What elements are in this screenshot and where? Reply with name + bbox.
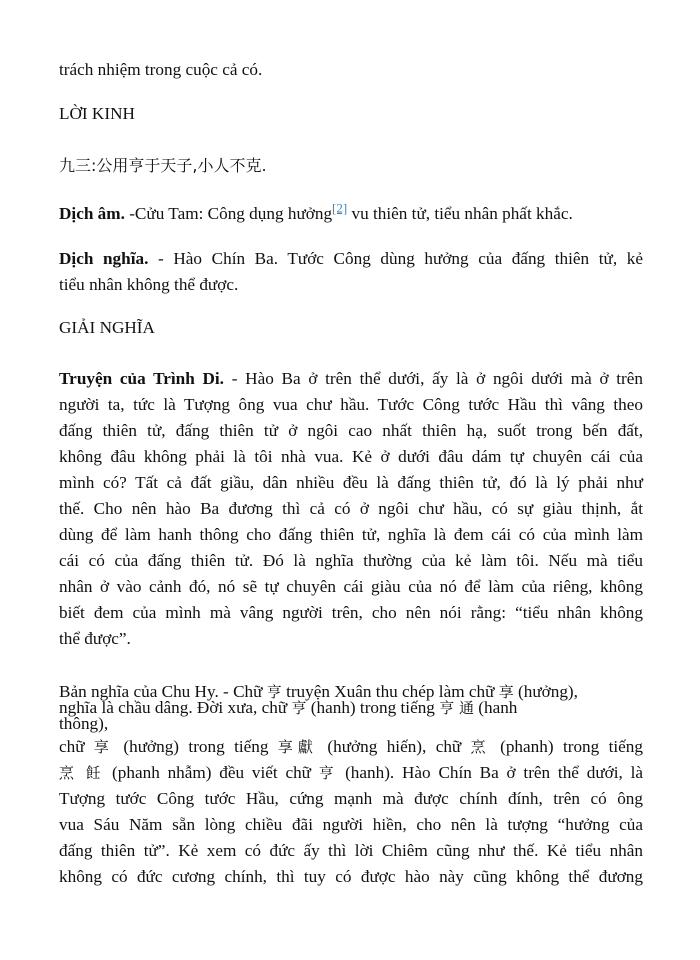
chu-hy-tight-block bbox=[59, 684, 643, 731]
chinese-char: 享 bbox=[498, 683, 514, 701]
chinese-char: 亨 bbox=[318, 764, 338, 782]
trinh-di-line-1 bbox=[59, 366, 643, 392]
dich-nghia-paragraph bbox=[59, 246, 643, 298]
chu-hy-line-5 bbox=[59, 760, 643, 786]
text-run: (phanh nhẫm) đều viết chữ bbox=[104, 763, 319, 782]
chinese-char: 享 bbox=[93, 738, 115, 756]
chinese-char: 亨 bbox=[291, 699, 307, 717]
trinh-di-line-3: đấng thiên tử, đấng thiên tử ở ngôi cao nhất thiên hạ, suốt trong bến đất, bbox=[59, 421, 643, 440]
text-run: (phanh) trong tiếng bbox=[490, 737, 643, 756]
text-run: chữ bbox=[59, 737, 94, 756]
dich-am-label: Dịch âm. bbox=[59, 204, 125, 223]
chinese-char: 享獻 bbox=[277, 738, 319, 756]
text-run: (hanh). Hào Chín Ba ở trên thể dưới, là bbox=[337, 763, 643, 782]
chu-hy-line-4 bbox=[59, 734, 643, 760]
text-run: (hưởng) trong tiếng bbox=[114, 737, 278, 756]
trinh-di-line-10: biết đem của mình mà vâng người trên, cho nên nói rằng: “tiểu nhân không bbox=[59, 603, 643, 622]
dich-am-paragraph bbox=[59, 200, 573, 224]
trinh-di-line-7: dùng để làm hanh thông cho đấng thiên tử, nghĩa là đem cái có của mình làm bbox=[59, 525, 643, 544]
text-run: Bản nghĩa của Chu Hy. - Chữ bbox=[59, 682, 267, 701]
chu-hy-line-6: Tượng tước Công tước Hầu, cứng mạnh mà được chính đính, trên có ông bbox=[59, 789, 643, 808]
text-run: (hanh bbox=[473, 698, 518, 717]
chu-hy-line-8: đấng thiên tử”. Kẻ xem có đức ấy thì lời Chiêm cũng như thế. Kẻ tiểu nhân bbox=[59, 841, 643, 860]
trinh-di-line-5: mình có? Tất cả đất giầu, dân nhiều đều là đấng thiên tử, đó là lý phải như bbox=[59, 473, 643, 492]
trinh-di-line-8: cái có của đấng thiên tử. Đó là nghĩa thường của kẻ làm tôi. Nếu mà tiểu bbox=[59, 551, 643, 570]
trinh-di-line-11: thể được”. bbox=[59, 629, 131, 648]
chu-hy-line-9: không có đức cương chính, thì tuy có được hào này cũng không thể đương bbox=[59, 867, 643, 886]
continuation-line: trách nhiệm trong cuộc cả có. bbox=[59, 60, 263, 79]
text-run: (hưởng hiến), chữ bbox=[318, 737, 471, 756]
heading-giai-nghia: GIẢI NGHĨA bbox=[59, 318, 155, 337]
dich-am-text-before: -Cửu Tam: Công dụng hưởng bbox=[124, 204, 333, 223]
chinese-char: 亨 bbox=[266, 683, 282, 701]
trinh-di-text: - Hào Ba ở trên thể dưới, ấy là ở ngôi dưới mà ở trên bbox=[223, 369, 643, 388]
text-run: truyện Xuân thu chép làm chữ bbox=[281, 682, 499, 701]
dich-nghia-line-2: tiểu nhân không thể được. bbox=[59, 275, 239, 294]
original-chinese-text bbox=[59, 156, 267, 177]
dich-nghia-label: Dịch nghĩa. bbox=[59, 249, 149, 268]
chinese-char: 烹 bbox=[470, 738, 491, 756]
text-run: (hưởng), bbox=[513, 682, 578, 701]
text-run: (hanh) trong tiếng bbox=[306, 698, 440, 717]
dich-nghia-line-1 bbox=[59, 246, 643, 272]
footnote-link-2[interactable]: [2] bbox=[332, 200, 348, 216]
chu-hy-paragraph bbox=[59, 734, 643, 890]
chinese-char: 亨 通 bbox=[439, 699, 474, 717]
trinh-di-line-2: người ta, tức là Tượng ông vua chư hầu. Tước Công tước Hầu thì vâng theo bbox=[59, 395, 643, 414]
chinese-char: 烹 飪 bbox=[59, 764, 105, 782]
dich-am-text-after: vu thiên tử, tiểu nhân phất khắc. bbox=[347, 204, 573, 223]
chu-hy-line-3: thông), bbox=[59, 714, 109, 733]
chinese-verse: 九三:公用亨于天子,小人不克. bbox=[59, 156, 267, 175]
chu-hy-line-7: vua Sáu Năm sẵn lòng chiều đãi người hiền, cho nên là tượng “hưởng của bbox=[59, 815, 643, 834]
trinh-di-line-6: thế. Cho nên hào Ba đương thì cả có ở ngôi chư hầu, có sự giàu thịnh, ắt bbox=[59, 499, 643, 518]
chu-hy-line-2 bbox=[59, 700, 643, 716]
trinh-di-paragraph bbox=[59, 366, 643, 652]
text-run: nghĩa là chầu dâng. Đời xưa, chữ bbox=[59, 698, 292, 717]
heading-loi-kinh: LỜI KINH bbox=[59, 104, 135, 123]
trinh-di-line-9: nhân ở vào cảnh đó, nó sẽ tự chuyên cái giàu của nó để làm của riêng, không bbox=[59, 577, 643, 596]
trinh-di-line-4: không đâu không phải là tôi nhà vua. Kẻ ở dưới đâu dám tự chuyên cái của bbox=[59, 447, 643, 466]
trinh-di-label: Truyện của Trình Di. bbox=[59, 369, 224, 388]
dich-nghia-text: - Hào Chín Ba. Tước Công dùng hưởng của đấng thiên tử, kẻ bbox=[148, 249, 643, 268]
